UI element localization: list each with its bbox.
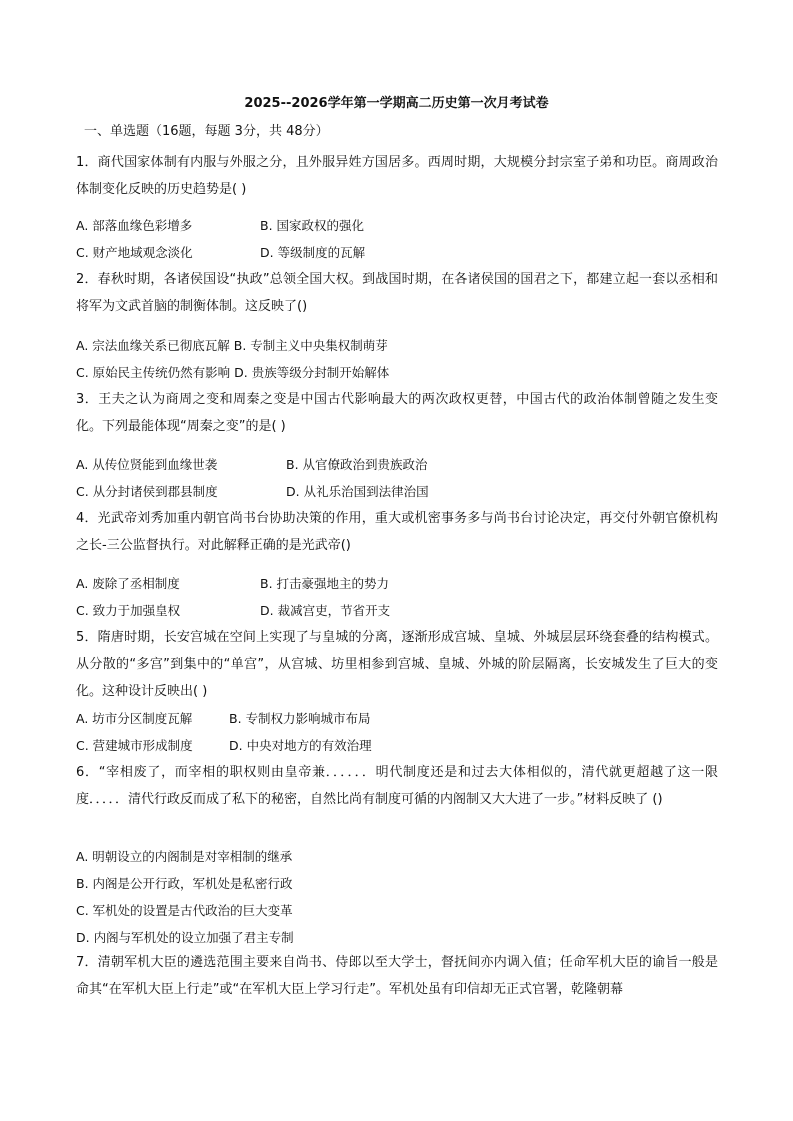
option-a: A. 从传位贤能到血缘世袭: [76, 457, 218, 472]
option-c: C. 营建城市形成制度: [76, 738, 193, 753]
option-b: B. 专制权力影响城市布局: [229, 711, 371, 726]
option-d: D. 从礼乐治国到法律治国: [286, 484, 429, 499]
option-d: D. 裁减宫吏，节省开支: [260, 603, 391, 618]
question-2-options: [76, 332, 718, 386]
option-b: B. 专制主义中央集权制萌芽: [233, 338, 388, 353]
question-6-options: [76, 843, 718, 951]
question-1-options: [76, 212, 718, 266]
question-3-options: [76, 451, 718, 505]
option-c: C. 致力于加强皇权: [76, 603, 181, 618]
option-a: A. 明朝设立的内阁制是对宰相制的继承: [76, 849, 293, 864]
option-b: B. 内阁是公开行政，军机处是私密行政: [76, 876, 293, 891]
question-3-stem: 3．王夫之认为商周之变和周秦之变是中国古代影响最大的两次政权更替，中国古代的政治体制曾随之发生变化。下列最能体现“周秦之变”的是( ): [76, 392, 718, 434]
option-a: A. 部落血缘色彩增多: [76, 218, 193, 233]
option-a: A. 坊市分区制度瓦解: [76, 711, 193, 726]
question-2-stem: 2．春秋时期，各诸侯国设“执政”总领全国大权。到战国时期，在各诸侯国的国君之下，都建立起一套以丞相和将军为文武首脑的制衡体制。这反映了(): [76, 272, 718, 314]
option-d: D. 中央对地方的有效治理: [229, 738, 372, 753]
question-4-stem: 4．光武帝刘秀加重内朝官尚书台协助决策的作用，重大或机密事务多与尚书台讨论决定，再交付外朝官僚机构之长-三公监督执行。对此解释正确的是光武帝(): [76, 511, 718, 553]
question-1-stem: 1．商代国家体制有内服与外服之分，且外服异姓方国居多。西周时期，大规模分封宗室子弟和功臣。商周政治体制变化反映的历史趋势是( ): [76, 155, 718, 197]
option-b: B. 国家政权的强化: [260, 218, 365, 233]
option-c: C. 从分封诸侯到郡县制度: [76, 484, 218, 499]
section-heading: 一、单选题（16题，每题 3分，共 48分）: [84, 124, 329, 139]
option-c: C. 财产地域观念淡化: [76, 245, 193, 260]
question-5-stem: 5．隋唐时期，长安宫城在空间上实现了与皇城的分离，逐渐形成宫城、皇城、外城层层环绕套叠的结构模式。从分散的“多宫”到集中的“单宫”，从宫城、坊里相参到宫城、皇城、外城的阶层隔离，长安城发生了巨大的变化。这种设计反映出( ): [76, 630, 718, 699]
option-d: D. 等级制度的瓦解: [260, 245, 366, 260]
question-5-options: [76, 705, 718, 759]
option-b: B. 从官僚政治到贵族政治: [286, 457, 428, 472]
option-a: A. 废除了丞相制度: [76, 576, 180, 591]
option-d: D. 贵族等级分封制开始解体: [234, 365, 390, 380]
option-a: A. 宗法血缘关系已彻底瓦解: [76, 338, 230, 353]
option-d: D. 内阁与军机处的设立加强了君主专制: [76, 930, 294, 945]
exam-title: 2025--2026学年第一学期高二历史第一次月考试卷: [244, 96, 549, 111]
option-b: B. 打击豪强地主的势力: [260, 576, 390, 591]
question-7-stem: 7．清朝军机大臣的遴选范围主要来自尚书、侍郎以至大学士，督抚间亦内调入值；任命军机大臣的谕旨一般是命其“在军机大臣上行走”或“在军机大臣上学习行走”。军机处虽有印信却无正式官署，乾隆朝幕: [76, 955, 718, 997]
option-c: C. 军机处的设置是古代政治的巨大变革: [76, 903, 293, 918]
question-4-options: [76, 570, 718, 624]
question-6-stem: 6．“宰相废了，而宰相的职权则由皇帝兼．．．．．．明代制度还是和过去大体相似的，清代就更超越了这一限度．．．．．清代行政反而成了私下的秘密，自然比尚有制度可循的内阁制又大大进了一步。”材料反映了 (): [76, 765, 718, 807]
option-c: C. 原始民主传统仍然有影响: [76, 365, 231, 380]
